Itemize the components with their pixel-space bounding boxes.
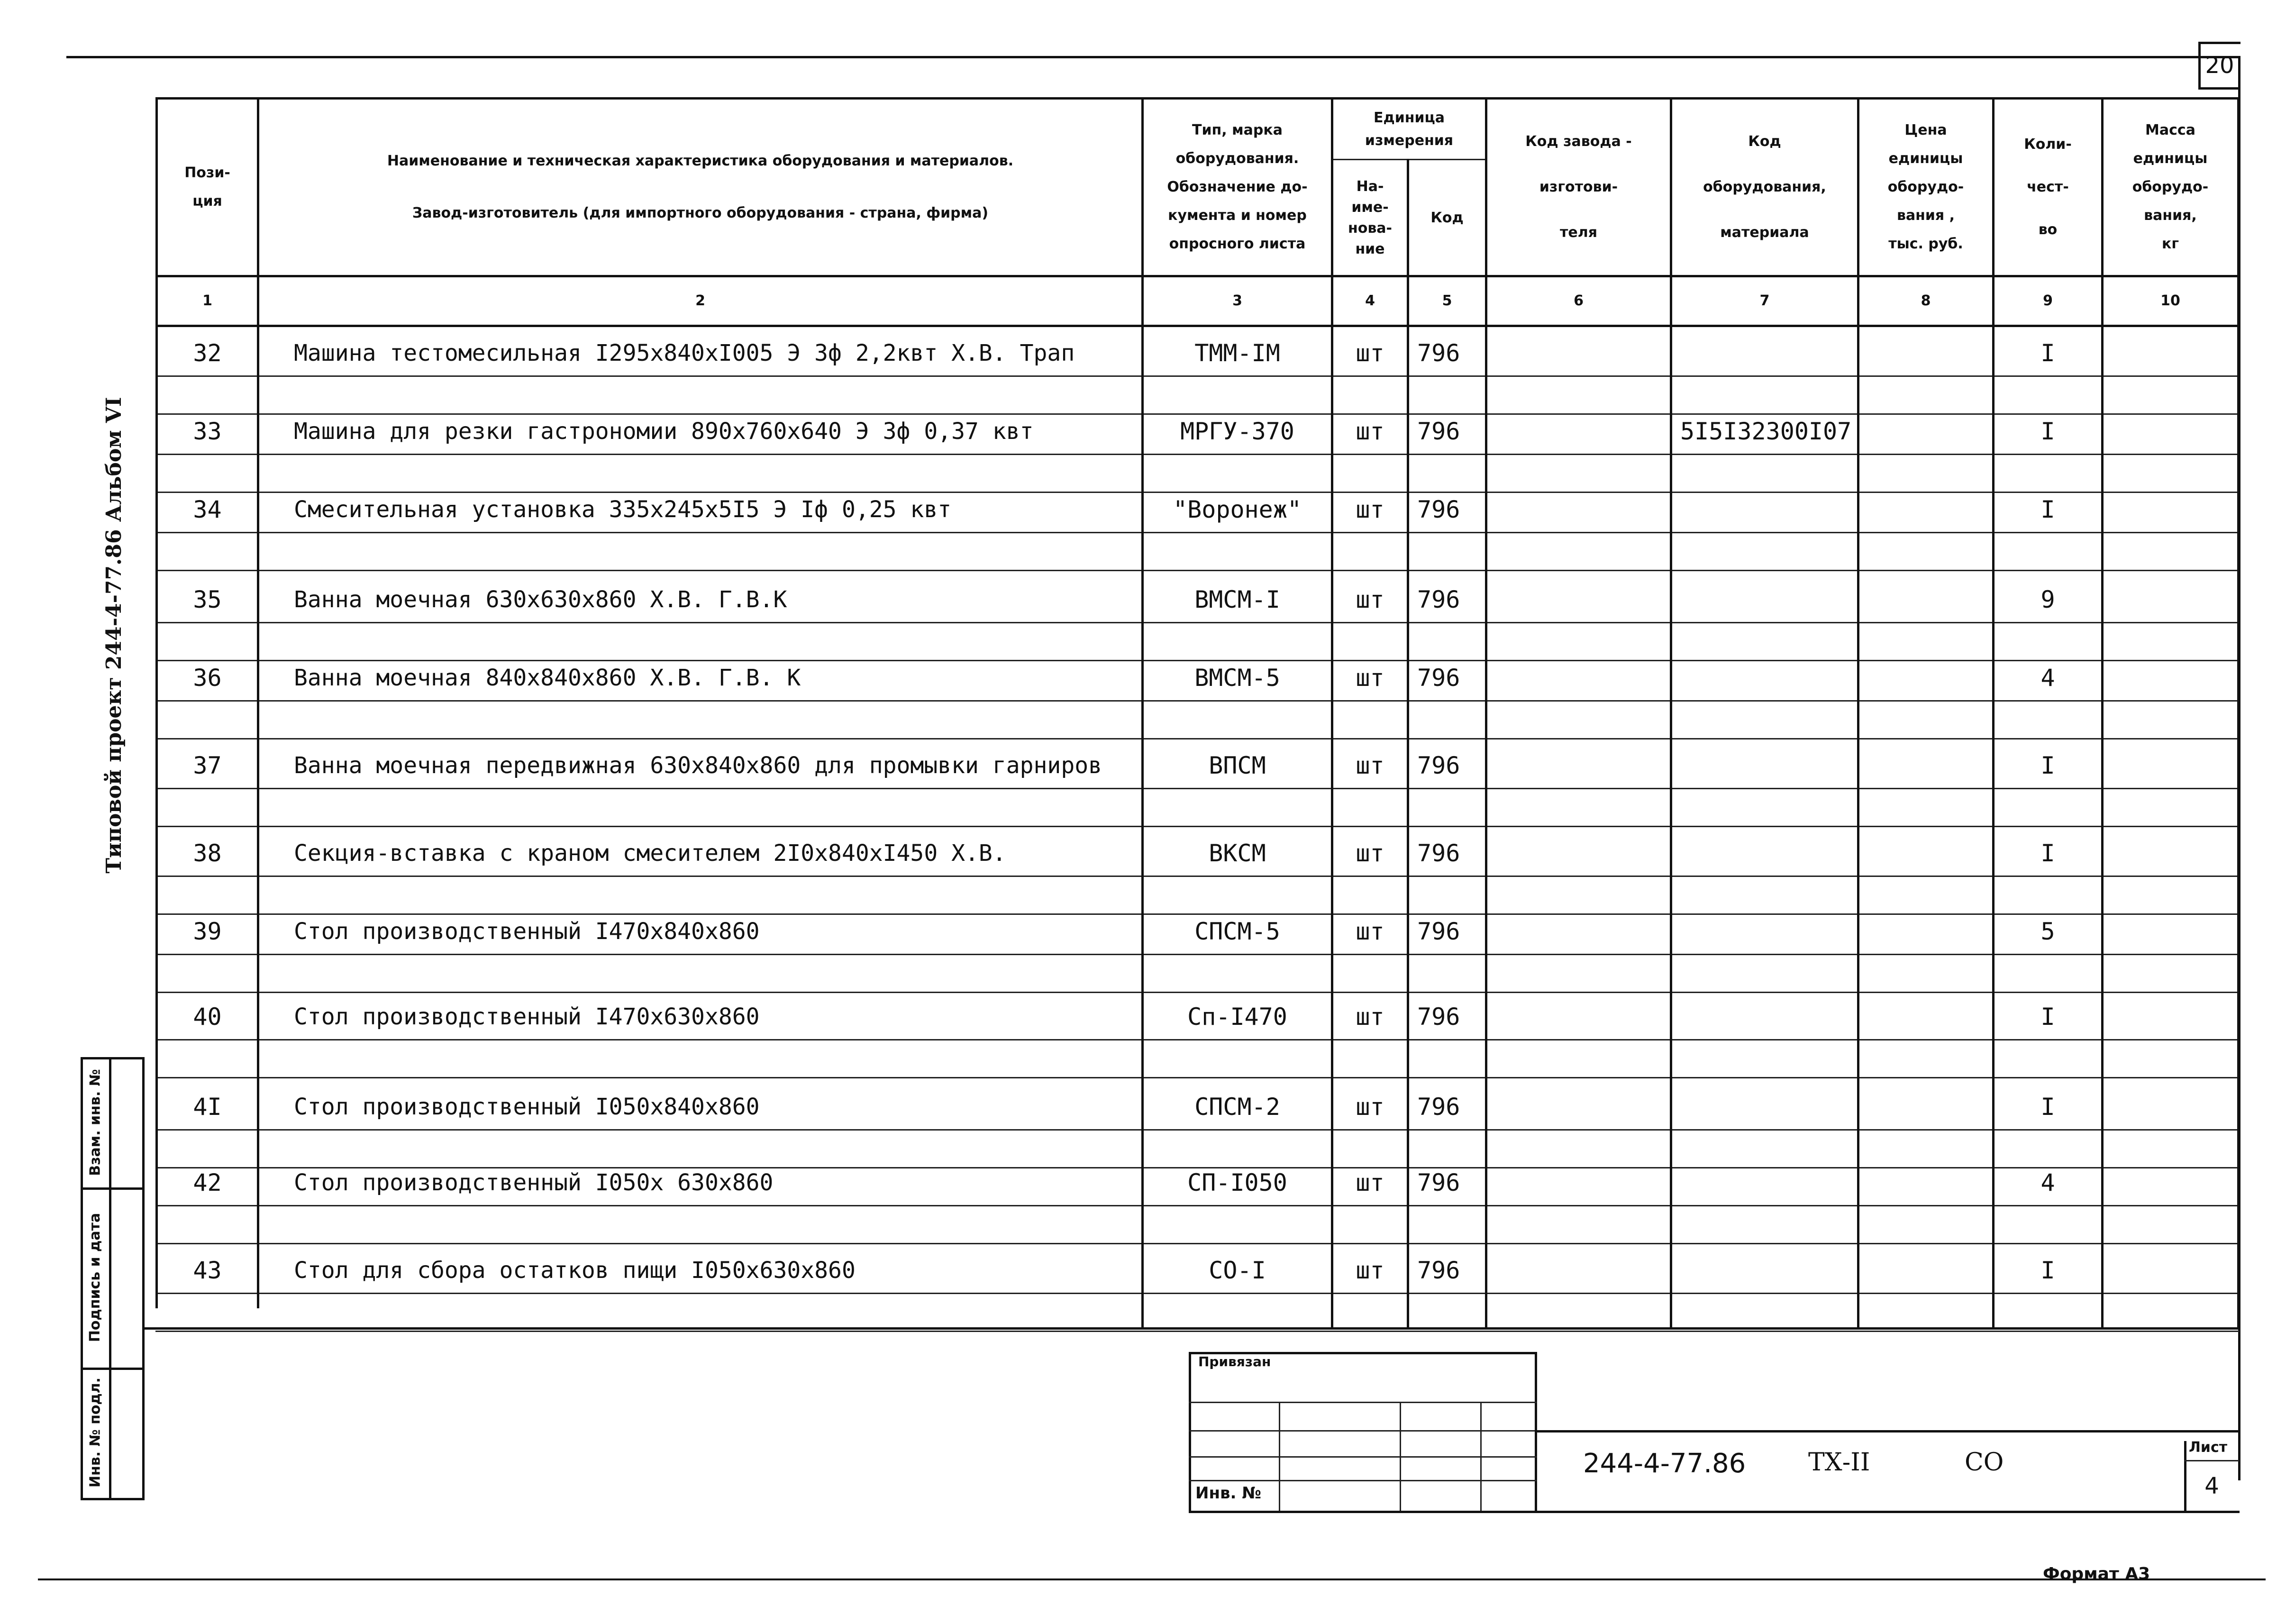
row-type: ВМСМ-5 <box>1194 664 1280 692</box>
row-price <box>1859 332 1992 374</box>
row-position: 34 <box>193 496 222 523</box>
row-factory-code <box>1487 332 1670 374</box>
row-mass <box>2104 910 2237 953</box>
privyazan-col-3 <box>1480 1402 1482 1511</box>
privyazan-row-3 <box>1189 1456 1537 1458</box>
row-position: 32 <box>193 339 222 367</box>
colnum-8: 8 <box>1921 292 1931 309</box>
row-mass <box>2104 744 2237 787</box>
privyazan-row-2 <box>1189 1430 1537 1432</box>
row-price <box>1859 578 1992 621</box>
row-divider <box>155 570 2240 571</box>
row-name: Ванна моечная 840x840x860 Х.В. Г.В. К <box>294 665 801 691</box>
row-price <box>1859 657 1992 699</box>
row-unit: шт <box>1356 496 1384 523</box>
row-divider <box>155 1129 2240 1131</box>
row-position: 38 <box>193 839 222 867</box>
header-type: Тип, марка оборудования. Обозначение до- кумента и номер опросного листа <box>1167 122 1308 252</box>
row-equipment-code: 5I5I32300I07 <box>1680 418 1852 445</box>
side-caption: Типовой проект 244-4-77.86 Альбом VI <box>101 397 126 874</box>
row-unit-code: 796 <box>1417 918 1460 945</box>
row-position: 4I <box>193 1093 222 1121</box>
row-position: 42 <box>193 1169 222 1196</box>
row-mass <box>2104 832 2237 875</box>
row-unit-code: 796 <box>1417 418 1460 445</box>
row-equipment-code <box>1680 657 1856 699</box>
row-quantity: 9 <box>2040 586 2055 613</box>
row-equipment-code <box>1680 1086 1856 1128</box>
row-quantity: I <box>2040 1003 2055 1031</box>
row-name: Стол производственный I470x840x860 <box>294 918 760 945</box>
row-price <box>1859 410 1992 453</box>
row-unit: шт <box>1356 418 1384 445</box>
stamp-right <box>142 1057 145 1498</box>
stamp-podpis-data: Подпись и дата <box>86 1213 103 1342</box>
header-name: Наименование и техническая характеристика оборудования и материалов. Завод-изготовитель (для импортного оборудования - страна, фирма) <box>387 153 1014 221</box>
frame-bottom <box>38 1578 2266 1580</box>
row-equipment-code <box>1680 832 1856 875</box>
row-name: Стол производственный I050x840x860 <box>294 1094 760 1120</box>
row-unit: шт <box>1356 664 1384 692</box>
header-position: Пози- ция <box>184 164 230 210</box>
row-divider <box>155 1243 2240 1244</box>
row-divider <box>155 826 2240 827</box>
row-price <box>1859 832 1992 875</box>
row-mass <box>2104 1161 2237 1204</box>
row-factory-code <box>1487 832 1670 875</box>
row-equipment-code <box>1680 1249 1856 1292</box>
row-name: Ванна моечная 630x630x860 Х.В. Г.В.К <box>294 586 787 613</box>
row-name: Смесительная установка 335x245x5I5 Э Iф 0,25 квт <box>294 496 952 523</box>
privyazan-col-1 <box>1279 1402 1280 1511</box>
colnum-9: 9 <box>2043 292 2053 309</box>
row-factory-code <box>1487 995 1670 1038</box>
colnum-1: 1 <box>202 292 212 309</box>
row-divider <box>155 532 2240 533</box>
row-quantity: I <box>2040 339 2055 367</box>
row-unit: шт <box>1356 752 1384 779</box>
row-price <box>1859 1086 1992 1128</box>
row-unit: шт <box>1356 586 1384 613</box>
header-unit-group: Единица измерения <box>1365 109 1454 149</box>
row-type: СО-I <box>1209 1257 1266 1284</box>
colnum-6: 6 <box>1574 292 1584 309</box>
row-divider <box>155 622 2240 623</box>
header-unit-code: Код <box>1430 210 1464 226</box>
row-position: 33 <box>193 418 222 445</box>
row-quantity: 4 <box>2040 1169 2055 1196</box>
row-position: 36 <box>193 664 222 692</box>
row-name: Секция-вставка с краном смесителем 2I0x840xI450 Х.В. <box>294 840 1006 867</box>
row-mass <box>2104 488 2237 531</box>
row-name: Стол производственный I470x630x860 <box>294 1004 760 1030</box>
title-block-bottom <box>1189 1511 2240 1513</box>
row-mass <box>2104 410 2237 453</box>
row-price <box>1859 744 1992 787</box>
sheet-box-bottom <box>2198 87 2240 90</box>
row-factory-code <box>1487 1161 1670 1204</box>
colnum-4: 4 <box>1365 292 1375 309</box>
row-unit-code: 796 <box>1417 1257 1460 1284</box>
document-code: 244-4-77.86 <box>1583 1448 1746 1479</box>
row-unit: шт <box>1356 1003 1384 1031</box>
row-position: 43 <box>193 1257 222 1284</box>
sheet-cell-divider <box>2184 1460 2240 1461</box>
sheet-number: 4 <box>2204 1473 2219 1499</box>
row-divider <box>155 954 2240 955</box>
header-mass: Масса единицы оборудо- вания, кг <box>2132 122 2209 252</box>
row-type: СПСМ-5 <box>1194 918 1280 945</box>
section-code: ТХ-II <box>1808 1448 1870 1477</box>
header-quantity: Коли- чест- во <box>2024 136 2072 238</box>
row-unit-code: 796 <box>1417 839 1460 867</box>
doc-type: СО <box>1965 1448 2004 1477</box>
row-divider <box>155 1293 2240 1294</box>
row-position: 39 <box>193 918 222 945</box>
row-equipment-code <box>1680 1161 1856 1204</box>
inv-no-label: Инв. № <box>1195 1484 1262 1503</box>
header-price: Цена единицы оборудо- вания , тыс. руб. <box>1887 122 1964 252</box>
row-price <box>1859 1249 1992 1292</box>
row-divider <box>155 1331 2240 1332</box>
frame-top <box>66 56 2238 58</box>
row-equipment-code <box>1680 995 1856 1038</box>
header-unit-name: На- име- нова- ние <box>1348 178 1393 257</box>
sheet-number-top: 20 <box>2205 52 2234 79</box>
row-unit-code: 796 <box>1417 586 1460 613</box>
row-type: МРГУ-370 <box>1180 418 1294 445</box>
row-unit: шт <box>1356 918 1384 945</box>
row-divider <box>155 375 2240 377</box>
privyazan-col-2 <box>1400 1402 1401 1511</box>
row-factory-code <box>1487 657 1670 699</box>
privyazan-label: Привязан <box>1198 1354 1271 1369</box>
colnum-bottom <box>155 325 2240 327</box>
row-type: ВКСМ <box>1209 839 1266 867</box>
row-unit-code: 796 <box>1417 1003 1460 1031</box>
row-divider <box>155 1039 2240 1040</box>
row-divider <box>155 1205 2240 1206</box>
row-unit-code: 796 <box>1417 496 1460 523</box>
row-unit: шт <box>1356 1169 1384 1196</box>
colnum-2: 2 <box>695 292 705 309</box>
sheet-label: Лист <box>2189 1439 2228 1456</box>
format-label: Формат А3 <box>2043 1564 2150 1584</box>
row-divider <box>155 788 2240 789</box>
row-divider <box>155 1077 2240 1078</box>
row-unit: шт <box>1356 1093 1384 1121</box>
colnum-10: 10 <box>2160 292 2180 309</box>
row-equipment-code <box>1680 332 1856 374</box>
row-mass <box>2104 332 2237 374</box>
col-line-10 <box>2237 97 2240 1327</box>
row-unit-code: 796 <box>1417 752 1460 779</box>
row-quantity: I <box>2040 1257 2055 1284</box>
row-factory-code <box>1487 488 1670 531</box>
row-type: СПСМ-2 <box>1194 1093 1280 1121</box>
header-equipment-code: Код оборудования, материала <box>1703 133 1826 241</box>
row-factory-code <box>1487 410 1670 453</box>
row-type: ТММ-IМ <box>1194 339 1280 367</box>
row-unit-code: 796 <box>1417 1169 1460 1196</box>
row-divider <box>155 454 2240 455</box>
row-equipment-code <box>1680 910 1856 953</box>
row-quantity: I <box>2040 496 2055 523</box>
row-name: Машина тестомесильная I295x840xI005 Э 3ф 2,2квт Х.В. Трап <box>294 340 1075 366</box>
row-mass <box>2104 1086 2237 1128</box>
row-divider <box>155 992 2240 993</box>
row-name: Стол производственный I050x 630x860 <box>294 1169 774 1196</box>
row-mass <box>2104 1249 2237 1292</box>
row-equipment-code <box>1680 578 1856 621</box>
row-quantity: 4 <box>2040 664 2055 692</box>
privyazan-row-4 <box>1189 1480 1537 1481</box>
row-factory-code <box>1487 1086 1670 1128</box>
title-block-top <box>1535 1430 2240 1432</box>
row-factory-code <box>1487 1249 1670 1292</box>
row-unit-code: 796 <box>1417 339 1460 367</box>
row-mass <box>2104 995 2237 1038</box>
row-type: Сп-I470 <box>1187 1003 1287 1031</box>
row-mass <box>2104 578 2237 621</box>
row-price <box>1859 995 1992 1038</box>
col-line-4 <box>1407 159 1409 1327</box>
stamp-bottom <box>81 1498 145 1500</box>
row-type: "Воронеж" <box>1173 496 1302 523</box>
row-type: ВПСМ <box>1209 752 1266 779</box>
row-quantity: I <box>2040 752 2055 779</box>
row-type: СП-I050 <box>1187 1169 1287 1196</box>
header-factory-code: Код завода - изготови- теля <box>1525 133 1632 241</box>
stamp-inv-podl: Инв. № подл. <box>87 1377 103 1488</box>
row-name: Стол для сбора остатков пищи I050x630x860 <box>294 1257 856 1284</box>
row-unit-code: 796 <box>1417 1093 1460 1121</box>
colnum-3: 3 <box>1232 292 1242 309</box>
row-position: 35 <box>193 586 222 613</box>
row-mass <box>2104 657 2237 699</box>
row-quantity: I <box>2040 418 2055 445</box>
table-bottom-rule <box>142 1327 2240 1330</box>
row-divider <box>155 700 2240 702</box>
row-type: ВМСМ-I <box>1194 586 1280 613</box>
row-quantity: I <box>2040 1093 2055 1121</box>
colnum-5: 5 <box>1442 292 1452 309</box>
row-divider <box>155 738 2240 739</box>
row-equipment-code <box>1680 488 1856 531</box>
row-factory-code <box>1487 578 1670 621</box>
row-price <box>1859 910 1992 953</box>
row-position: 40 <box>193 1003 222 1031</box>
row-name: Машина для резки гастрономии 890x760x640 Э 3ф 0,37 квт <box>294 418 1034 445</box>
row-unit: шт <box>1356 339 1384 367</box>
privyazan-row-1 <box>1189 1402 1537 1403</box>
stamp-vzam-inv: Взам. инв. № <box>87 1069 103 1176</box>
row-price <box>1859 1161 1992 1204</box>
row-position: 37 <box>193 752 222 779</box>
row-unit-code: 796 <box>1417 664 1460 692</box>
row-unit: шт <box>1356 839 1384 867</box>
row-quantity: 5 <box>2040 918 2055 945</box>
row-factory-code <box>1487 910 1670 953</box>
row-unit: шт <box>1356 1257 1384 1284</box>
row-price <box>1859 488 1992 531</box>
row-name: Ванна моечная передвижная 630x840x860 для промывки гарниров <box>294 752 1102 779</box>
colnum-7: 7 <box>1759 292 1770 309</box>
row-equipment-code <box>1680 744 1856 787</box>
row-factory-code <box>1487 744 1670 787</box>
row-divider <box>155 876 2240 877</box>
row-quantity: I <box>2040 839 2055 867</box>
stamp-mid <box>109 1057 111 1498</box>
